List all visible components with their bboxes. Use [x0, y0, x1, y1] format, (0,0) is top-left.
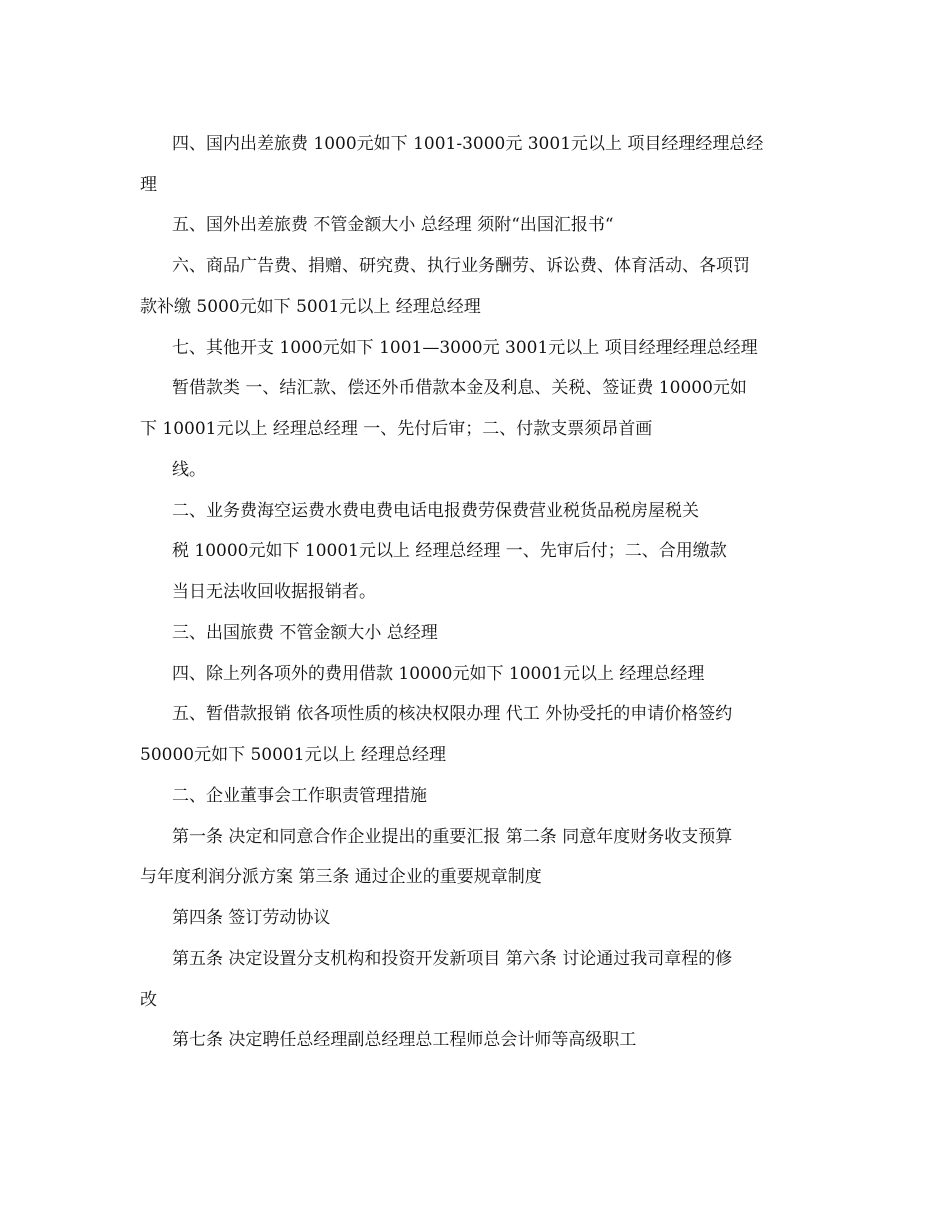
text-line-11: 税 10000元如下 10001元以上 经理总经理 一、先审后付；二、合用缴款 [172, 541, 727, 561]
text-line-14: 四、除上列各项外的费用借款 10000元如下 10001元以上 经理总经理 [172, 664, 705, 684]
text-line-3: 五、国外出差旅费 不管金额大小 总经理 须附“出国汇报书“ [172, 215, 614, 235]
text-line-2: 理 [140, 175, 157, 195]
text-line-7: 暂借款类 一、结汇款、偿还外币借款本金及利息、关税、签证费 10000元如 [172, 378, 747, 398]
text-line-22: 改 [140, 990, 157, 1010]
text-line-20: 第四条 签订劳动协议 [172, 908, 331, 928]
text-line-4: 六、商品广告费、捐赠、研究费、执行业务酬劳、诉讼费、体育活动、各项罚 [172, 256, 750, 276]
text-line-19: 与年度利润分派方案 第三条 通过企业的重要规章制度 [140, 867, 542, 887]
text-line-5: 款补缴 5000元如下 5001元以上 经理总经理 [140, 297, 481, 317]
text-line-15: 五、暂借款报销 依各项性质的核决权限办理 代工 外协受托的申请价格签约 [172, 704, 733, 724]
text-line-8: 下 10001元以上 经理总经理 一、先付后审；二、付款支票须昂首画 [140, 419, 653, 439]
text-line-13: 三、出国旅费 不管金额大小 总经理 [172, 623, 438, 643]
text-line-6: 七、其他开支 1000元如下 1001—3000元 3001元以上 项目经理经理总经理 [172, 338, 758, 358]
text-line-1: 四、国内出差旅费 1000元如下 1001-3000元 3001元以上 项目经理经理总经 [172, 134, 764, 154]
text-line-10: 二、业务费海空运费水费电费电话电报费劳保费营业税货品税房屋税关 [172, 501, 699, 521]
text-line-17: 二、企业董事会工作职责管理措施 [172, 786, 427, 806]
text-line-23: 第七条 决定聘任总经理副总经理总工程师总会计师等高级职工 [172, 1030, 637, 1050]
text-line-21: 第五条 决定设置分支机构和投资开发新项目 第六条 讨论通过我司章程的修 [172, 949, 733, 969]
text-line-16: 50000元如下 50001元以上 经理总经理 [140, 745, 446, 765]
text-line-18: 第一条 决定和同意合作企业提出的重要汇报 第二条 同意年度财务收支预算 [172, 827, 733, 847]
text-line-9: 线。 [172, 460, 206, 480]
text-line-12: 当日无法收回收据报销者。 [172, 582, 376, 602]
